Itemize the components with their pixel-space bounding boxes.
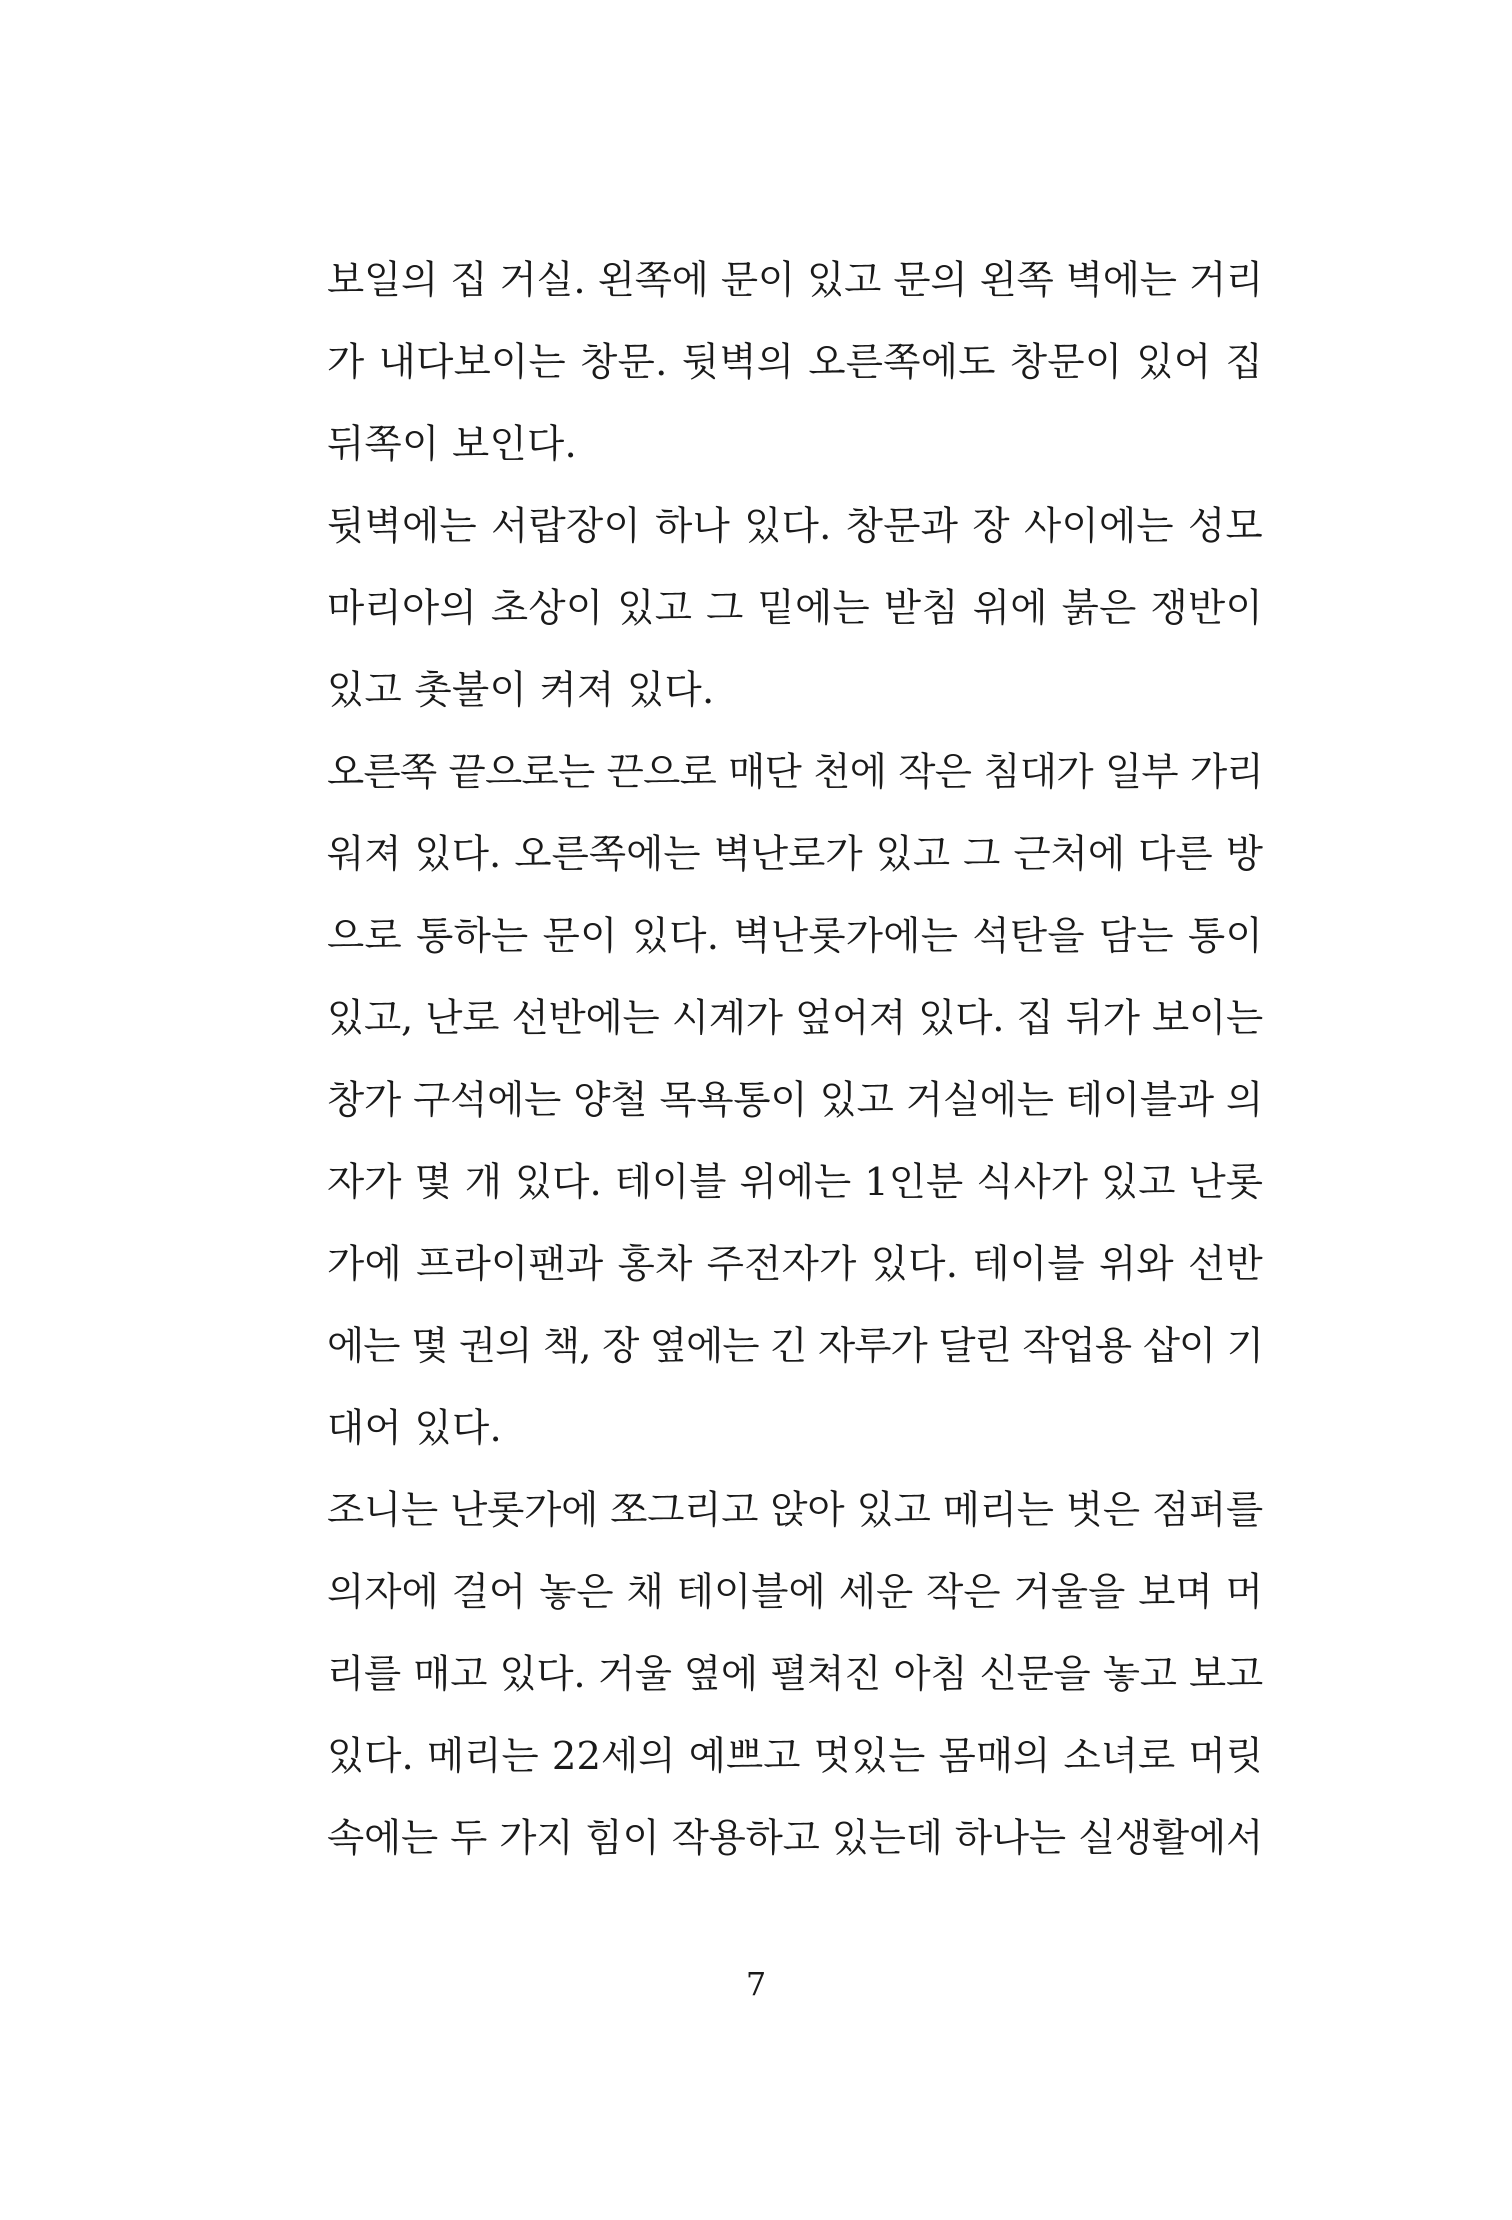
text-line: 리를 매고 있다. 거울 옆에 펼쳐진 아침 신문을 놓고 보고: [327, 1652, 1263, 1697]
page-number: 7: [745, 1965, 767, 2003]
text-line: 으로 통하는 문이 있다. 벽난롯가에는 석탄을 담는 통이: [327, 914, 1263, 959]
text-line: 자가 몇 개 있다. 테이블 위에는 1인분 식사가 있고 난롯: [327, 1160, 1263, 1205]
text-line: 대어 있다.: [327, 1406, 503, 1451]
text-line: 가 내다보이는 창문. 뒷벽의 오른쪽에도 창문이 있어 집: [327, 340, 1263, 385]
text-line: 속에는 두 가지 힘이 작용하고 있는데 하나는 실생활에서: [327, 1816, 1263, 1861]
text-line: 마리아의 초상이 있고 그 밑에는 받침 위에 붉은 쟁반이: [327, 586, 1263, 631]
text-line: 조니는 난롯가에 쪼그리고 앉아 있고 메리는 벗은 점퍼를: [327, 1488, 1263, 1533]
text-line: 있다. 메리는 22세의 예쁘고 멋있는 몸매의 소녀로 머릿: [327, 1734, 1263, 1779]
paragraph-1: [327, 248, 1263, 494]
text-line: 가에 프라이팬과 홍차 주전자가 있다. 테이블 위와 선반: [327, 1242, 1263, 1287]
paragraph-4: [327, 1478, 1263, 1888]
text-line: 워져 있다. 오른쪽에는 벽난로가 있고 그 근처에 다른 방: [327, 832, 1263, 877]
text-line: 뒷벽에는 서랍장이 하나 있다. 창문과 장 사이에는 성모: [327, 504, 1263, 549]
text-line: 오른쪽 끝으로는 끈으로 매단 천에 작은 침대가 일부 가리: [327, 750, 1263, 795]
text-line: 의자에 걸어 놓은 채 테이블에 세운 작은 거울을 보며 머: [327, 1570, 1263, 1615]
text-line: 창가 구석에는 양철 목욕통이 있고 거실에는 테이블과 의: [327, 1078, 1263, 1123]
text-line: 보일의 집 거실. 왼쪽에 문이 있고 문의 왼쪽 벽에는 거리: [327, 258, 1263, 303]
text-line: 뒤쪽이 보인다.: [327, 422, 578, 467]
paragraph-2: [327, 494, 1263, 740]
body-text: [327, 248, 1263, 1888]
text-line: 있고 촛불이 켜져 있다.: [327, 668, 715, 713]
text-line: 있고, 난로 선반에는 시계가 엎어져 있다. 집 뒤가 보이는: [327, 996, 1263, 1041]
paragraph-3: [327, 740, 1263, 1478]
text-line: 에는 몇 권의 책, 장 옆에는 긴 자루가 달린 작업용 삽이 기: [327, 1324, 1263, 1369]
